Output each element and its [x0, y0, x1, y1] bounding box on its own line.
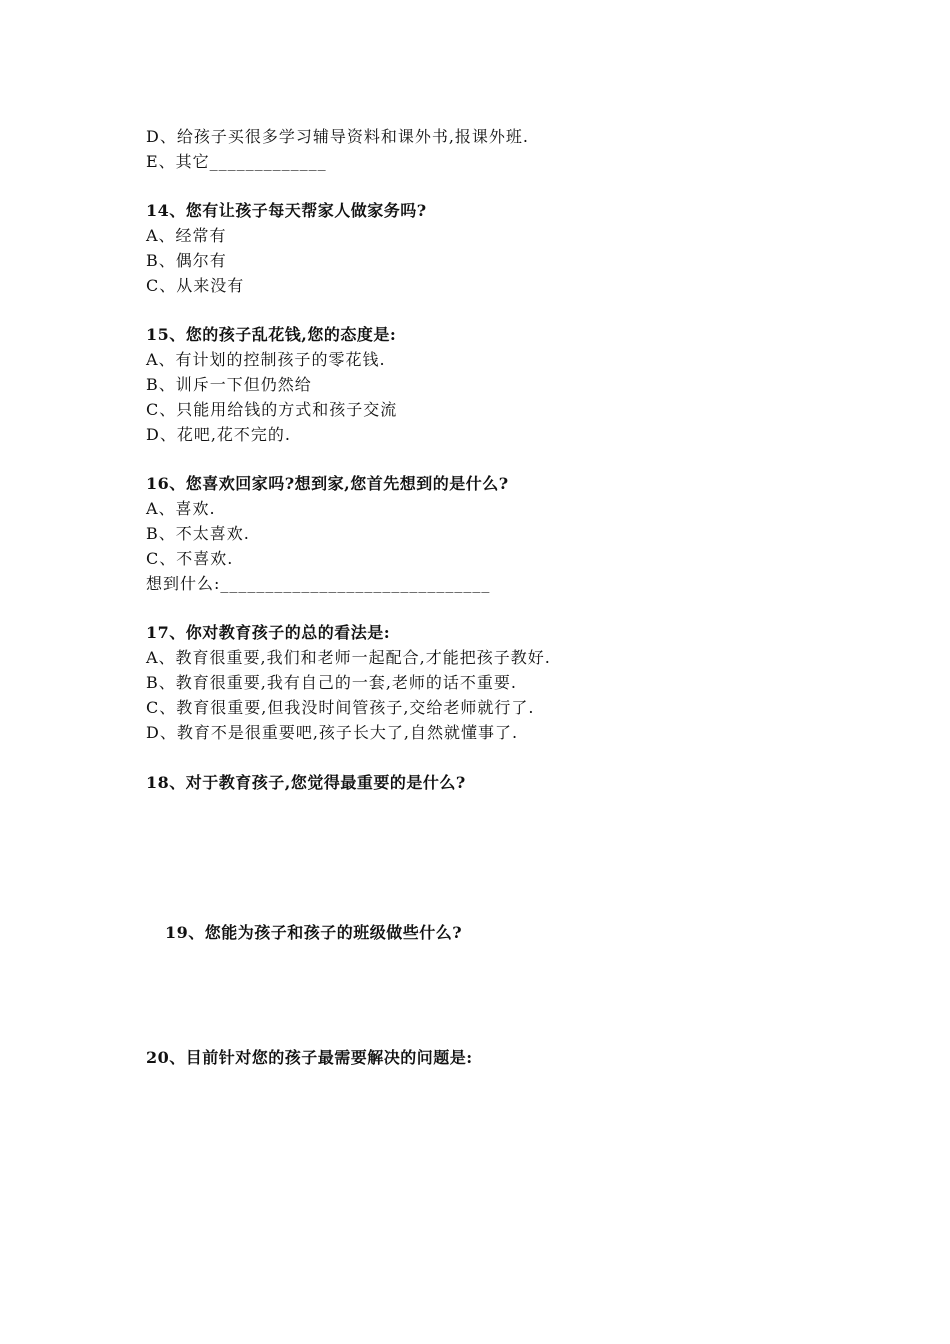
question-14: 14、您有让孩子每天帮家人做家务吗?	[146, 201, 427, 220]
question-20: 20、目前针对您的孩子最需要解决的问题是:	[146, 1048, 473, 1067]
question-19: 19、您能为孩子和孩子的班级做些什么?	[165, 923, 463, 942]
option-13-d: D、给孩子买很多学习辅导资料和课外书,报课外班.	[146, 127, 530, 146]
option-17-b: B、教育很重要,我有自己的一套,老师的话不重要.	[146, 673, 518, 692]
option-17-a: A、教育很重要,我们和老师一起配合,才能把孩子教好.	[146, 648, 551, 667]
question-17: 17、你对教育孩子的总的看法是:	[146, 623, 391, 642]
question-15: 15、您的孩子乱花钱,您的态度是:	[146, 325, 397, 344]
option-17-c: C、教育很重要,但我没时间管孩子,交给老师就行了.	[146, 698, 535, 717]
option-14-a: A、经常有	[146, 226, 227, 245]
option-16-b: B、不太喜欢.	[146, 524, 250, 543]
option-16-fill-in: 想到什么:______________________________	[146, 574, 491, 593]
option-15-b: B、训斥一下但仍然给	[146, 375, 312, 394]
option-16-c: C、不喜欢.	[146, 549, 234, 568]
option-14-c: C、从来没有	[146, 276, 245, 295]
question-16: 16、您喜欢回家吗?想到家,您首先想到的是什么?	[146, 474, 509, 493]
option-17-d: D、教育不是很重要吧,孩子长大了,自然就懂事了.	[146, 723, 519, 742]
option-15-d: D、花吧,花不完的.	[146, 425, 292, 444]
option-14-b: B、偶尔有	[146, 251, 227, 270]
option-15-a: A、有计划的控制孩子的零花钱.	[146, 350, 386, 369]
option-16-a: A、喜欢.	[146, 499, 216, 518]
option-15-c: C、只能用给钱的方式和孩子交流	[146, 400, 398, 419]
option-13-e: E、其它_____________	[146, 152, 327, 171]
question-18: 18、对于教育孩子,您觉得最重要的是什么?	[146, 773, 466, 792]
